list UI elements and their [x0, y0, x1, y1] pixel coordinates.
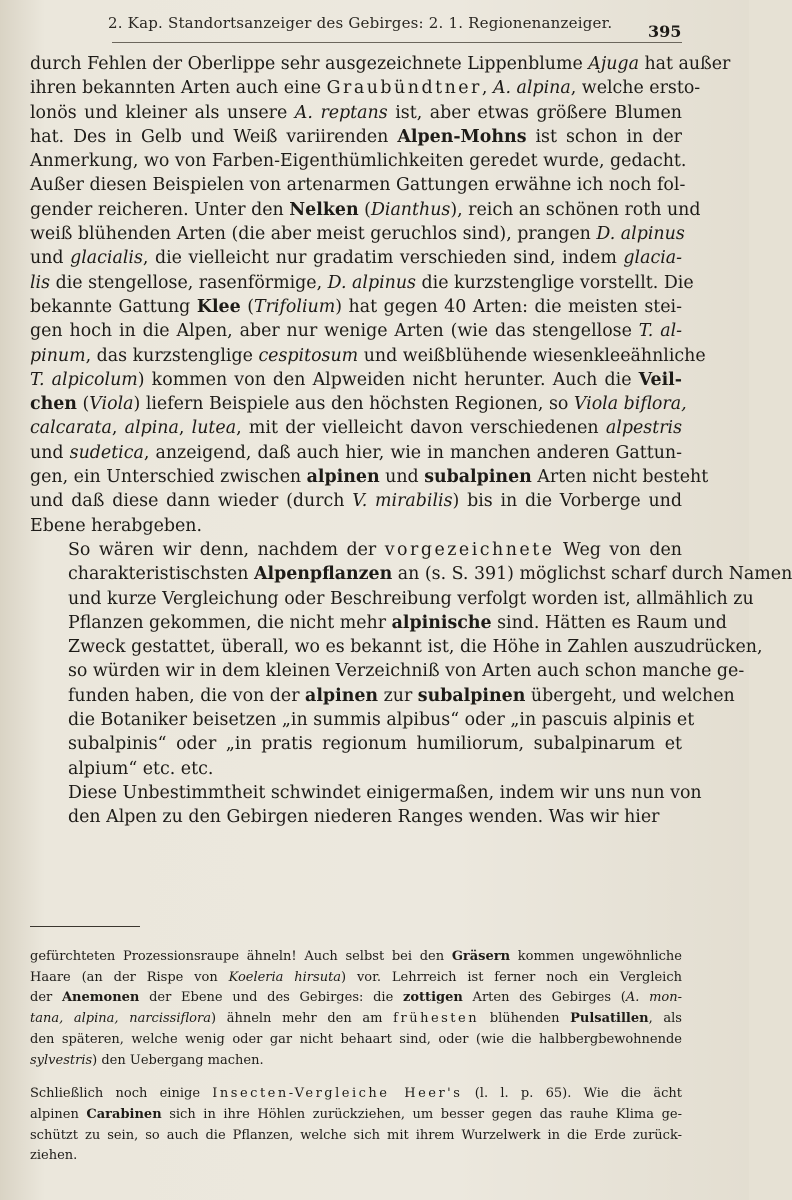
- text-run: kommen ungewöhnliche: [510, 949, 682, 964]
- italic-latin-name: glacia-: [623, 248, 682, 269]
- text-line: [30, 489, 682, 513]
- text-run: (l. l. p. 65). Wie die ächt: [462, 1086, 682, 1102]
- text-run: und weißblühende wiesenkleeähnliche: [358, 345, 706, 366]
- paragraph: [30, 781, 702, 830]
- text-line: [30, 198, 701, 222]
- italic-latin-name: lutea: [191, 418, 237, 439]
- text-run: weiß blühenden Arten (die aber meist geruchlos sind), prangen: [30, 224, 597, 245]
- italic-latin-name: alpina: [124, 418, 179, 439]
- text-run: hat außer: [638, 54, 731, 74]
- text-run: , anzeigend, daß auch hier, wie in manchen anderen Gattun-: [143, 442, 682, 463]
- bold-term: chen: [30, 394, 77, 415]
- text-line: [30, 416, 682, 440]
- text-run: ) liefern Beispiele aus den höchsten Regionen, so: [133, 394, 574, 415]
- text-run: So wären wir denn, nachdem der: [68, 539, 385, 560]
- text-run: (: [358, 199, 371, 220]
- text-run: die kurzstenglige vorstellt. Die: [416, 272, 694, 293]
- text-line: [30, 173, 686, 197]
- text-line: [30, 246, 682, 270]
- italic-latin-name: T. alpicolum: [30, 369, 138, 390]
- text-run: alpium“ etc. etc.: [68, 758, 214, 779]
- text-line: [30, 659, 745, 683]
- italic-latin-name: lis: [30, 272, 51, 293]
- text-run: gen hoch in die Alpen, aber nur wenige Arten (wie das stengellose: [30, 321, 639, 342]
- text-line: [30, 344, 706, 368]
- text-run: und daß diese dann wieder (durch: [30, 491, 353, 512]
- text-run: Außer diesen Beispielen von artenarmen Gattungen erwähne ich noch fol-: [30, 175, 686, 196]
- running-head: 2. Kap. Standortsanzeiger des Gebirges: 2. 1. Regionenanzeiger.: [108, 14, 613, 32]
- bold-term: Veil-: [638, 369, 683, 390]
- text-run: die Botaniker beisetzen „in summis alpibus“ oder „in pascuis alpinis et: [68, 710, 695, 731]
- text-run: , mit der vielleicht davon verschiedenen: [236, 418, 606, 439]
- text-run: ihren bekannten Arten auch eine: [30, 78, 327, 99]
- italic-latin-name: tana, alpina, narcissiflora: [30, 1011, 211, 1027]
- text-line: [30, 319, 682, 343]
- text-line: [30, 757, 682, 781]
- italic-latin-name: Viola biflora,: [573, 394, 687, 415]
- text-line: [30, 805, 682, 829]
- spaced-emphasis: vorgezeichnete: [384, 539, 555, 560]
- footnote-line: [30, 968, 682, 989]
- footnote: [30, 947, 682, 1071]
- text-run: sind. Hätten es Raum und: [491, 612, 727, 633]
- footnote-line: [30, 1126, 682, 1147]
- text-run: alpinen: [30, 1106, 87, 1122]
- bold-term: zottigen: [403, 990, 463, 1006]
- text-line: [30, 635, 763, 659]
- text-run: ) hat gegen 40 Arten: die meisten stei-: [335, 296, 682, 317]
- text-run: Arten nicht besteht: [531, 467, 709, 488]
- italic-latin-name: Trifolium: [254, 296, 336, 317]
- text-line: [30, 684, 735, 708]
- text-run: ) bis in die Vorberge und: [452, 491, 682, 512]
- paragraph: [30, 52, 731, 538]
- footnote-line: [30, 1105, 682, 1126]
- bold-term: Alpenpflanzen: [253, 564, 393, 585]
- bold-term: alpinen: [306, 467, 380, 488]
- text-run: , das kurzstenglige: [85, 345, 259, 366]
- footnote-rule: [30, 926, 140, 927]
- text-line: [30, 732, 682, 756]
- footnote-line: [30, 988, 682, 1009]
- text-line: [30, 368, 682, 392]
- text-run: schützt zu sein, so auch die Pflanzen, welche sich mit ihrem Wurzelwerk in die Erde zurück-: [30, 1127, 682, 1143]
- text-run: an (s. S. 391) möglichst scharf durch Namen: [392, 564, 792, 585]
- text-run: den Alpen zu den Gebirgen niederen Ranges wenden. Was wir hier: [68, 807, 660, 828]
- bold-term: subalpinen: [424, 467, 532, 488]
- text-run: ,: [481, 78, 493, 99]
- text-run: ) vor. Lehrreich ist ferner noch ein Vergleich: [341, 969, 682, 985]
- italic-latin-name: cespitosum: [258, 345, 359, 366]
- text-run: (: [240, 296, 254, 317]
- bold-term: alpinen: [305, 685, 379, 706]
- text-run: Diese Unbestimmtheit schwindet einigermaßen, indem wir uns nun von: [68, 782, 702, 803]
- text-run: subalpinis“ oder „in pratis regionum humiliorum, subalpinarum et: [68, 734, 682, 755]
- text-run: Pflanzen gekommen, die nicht mehr: [68, 612, 392, 633]
- text-run: sich in ihre Höhlen zurückziehen, um besser gegen das rauhe Klima ge-: [161, 1106, 682, 1122]
- text-run: Ebene herabgeben.: [30, 515, 203, 536]
- text-run: ) den Uebergang machen.: [92, 1052, 264, 1068]
- text-run: Haare (an der Rispe von: [30, 969, 229, 985]
- text-run: , welche ersto-: [570, 78, 701, 99]
- text-line: [30, 76, 701, 100]
- bold-term: Pulsatillen: [570, 1011, 649, 1027]
- text-run: der Ebene und des Gebirges: die: [139, 990, 403, 1006]
- footnote-line: [30, 947, 682, 968]
- spaced-emphasis: Insecten-Vergleiche Heer's: [212, 1086, 463, 1102]
- text-run: zur: [378, 685, 418, 706]
- text-run: Weg von den: [554, 539, 682, 560]
- text-run: funden haben, die von der: [68, 685, 306, 706]
- italic-latin-name: glacialis: [70, 248, 143, 269]
- italic-latin-name: sudetica: [69, 442, 144, 463]
- text-run: ) kommen von den Alpweiden nicht herunter. Auch die: [137, 369, 639, 390]
- text-run: übergeht, und welchen: [525, 685, 735, 706]
- footnotes: [30, 934, 682, 1180]
- main-text: [30, 52, 792, 830]
- text-line: [30, 465, 709, 489]
- italic-latin-name: V. mirabilis: [352, 491, 453, 512]
- text-line: [30, 441, 682, 465]
- spaced-emphasis: Graubündtner: [326, 78, 482, 99]
- spaced-emphasis: frühesten: [393, 1011, 480, 1027]
- text-line: [30, 101, 682, 125]
- footnote-line: [30, 1051, 682, 1072]
- text-line: [30, 514, 682, 538]
- italic-latin-name: Viola: [89, 394, 134, 415]
- italic-latin-name: D. alpinus: [596, 224, 685, 245]
- footnote-line: [30, 1084, 682, 1105]
- italic-latin-name: A. alpina: [492, 78, 571, 99]
- bold-term: Gräsern: [451, 949, 511, 964]
- text-run: gender reicheren. Unter den: [30, 199, 290, 220]
- text-line: [30, 587, 754, 611]
- bold-term: subalpinen: [417, 685, 526, 706]
- text-run: charakteristischsten: [68, 564, 254, 585]
- text-run: lonös und kleiner als unsere: [30, 102, 295, 123]
- bold-term: Nelken: [289, 199, 359, 220]
- text-line: [30, 149, 687, 173]
- footnote-line: [30, 1009, 682, 1030]
- text-line: [30, 538, 682, 562]
- text-line: [30, 125, 682, 149]
- bold-term: Anemonen: [61, 990, 140, 1006]
- text-run: ), reich an schönen roth und: [450, 199, 701, 220]
- text-line: [30, 708, 695, 732]
- text-run: hat. Des in Gelb und Weiß variirenden: [30, 126, 398, 147]
- text-run: ziehen.: [30, 1148, 78, 1164]
- text-run: ) ähneln mehr den am: [210, 1011, 394, 1027]
- italic-latin-name: Koeleria hirsuta: [228, 969, 342, 985]
- text-line: [30, 271, 694, 295]
- text-line: [30, 295, 682, 319]
- text-run: durch Fehlen der Oberlippe sehr ausgezeichnete Lippenblume: [30, 54, 589, 74]
- page-number: 395: [648, 22, 682, 41]
- text-run: und: [379, 467, 425, 488]
- text-run: der: [30, 990, 62, 1006]
- text-run: Anmerkung, wo von Farben-Eigenthümlichkeiten geredet wurde, gedacht.: [30, 151, 687, 172]
- italic-latin-name: D. alpinus: [327, 272, 416, 293]
- italic-latin-name: T. al-: [638, 321, 683, 342]
- text-run: Zweck gestattet, überall, wo es bekannt ist, die Höhe in Zahlen auszudrücken,: [68, 637, 763, 658]
- text-line: [30, 611, 727, 635]
- header-rule: [112, 42, 682, 43]
- italic-latin-name: pinum: [30, 345, 86, 366]
- text-line: [30, 52, 731, 76]
- footnote: [30, 1084, 682, 1167]
- text-line: [30, 222, 685, 246]
- text-line: [30, 562, 792, 586]
- italic-latin-name: alpestris: [605, 418, 682, 439]
- text-run: ,: [111, 418, 125, 439]
- text-line: [30, 392, 687, 416]
- text-run: ,: [178, 418, 192, 439]
- paragraph: [30, 538, 792, 781]
- text-run: ist, aber etwas größere Blumen: [387, 102, 682, 123]
- footnote-line: [30, 1030, 682, 1051]
- text-run: blühenden: [479, 1011, 571, 1027]
- bold-term: Alpen-Mohns: [397, 126, 527, 147]
- italic-latin-name: A. reptans: [294, 102, 388, 123]
- text-run: bekannte Gattung: [30, 296, 197, 317]
- text-run: , als: [648, 1011, 682, 1027]
- text-run: und: [30, 442, 70, 463]
- italic-latin-name: A. mon-: [625, 990, 682, 1006]
- text-run: die stengellose, rasenförmige,: [50, 272, 328, 293]
- italic-latin-name: Dianthus: [370, 199, 451, 220]
- text-run: so würden wir in dem kleinen Verzeichniß von Arten auch schon manche ge-: [68, 661, 745, 682]
- text-run: (: [76, 394, 90, 415]
- bold-term: alpinische: [391, 612, 492, 633]
- text-run: ist schon in der: [526, 126, 682, 147]
- text-run: Arten des Gebirges (: [462, 990, 626, 1006]
- text-run: , die vielleicht nur gradatim verschieden sind, indem: [142, 248, 624, 269]
- text-run: den späteren, welche wenig oder gar nicht behaart sind, oder (wie die halbbergbewohnende: [30, 1031, 682, 1047]
- footnote-line: [30, 1146, 682, 1167]
- italic-latin-name: Ajuga: [588, 54, 639, 74]
- text-run: gen, ein Unterschied zwischen: [30, 467, 307, 488]
- text-run: und kurze Vergleichung oder Beschreibung verfolgt worden ist, allmählich zu: [68, 588, 754, 609]
- text-line: [30, 781, 702, 805]
- text-run: Schließlich noch einige: [30, 1086, 213, 1102]
- text-run: und: [30, 248, 71, 269]
- italic-latin-name: calcarata: [30, 418, 112, 439]
- bold-term: Klee: [196, 296, 241, 317]
- text-run: gefürchteten Prozessionsraupe ähneln! Auch selbst bei den: [30, 949, 452, 964]
- italic-latin-name: sylvestris: [30, 1052, 93, 1068]
- bold-term: Carabinen: [86, 1106, 162, 1122]
